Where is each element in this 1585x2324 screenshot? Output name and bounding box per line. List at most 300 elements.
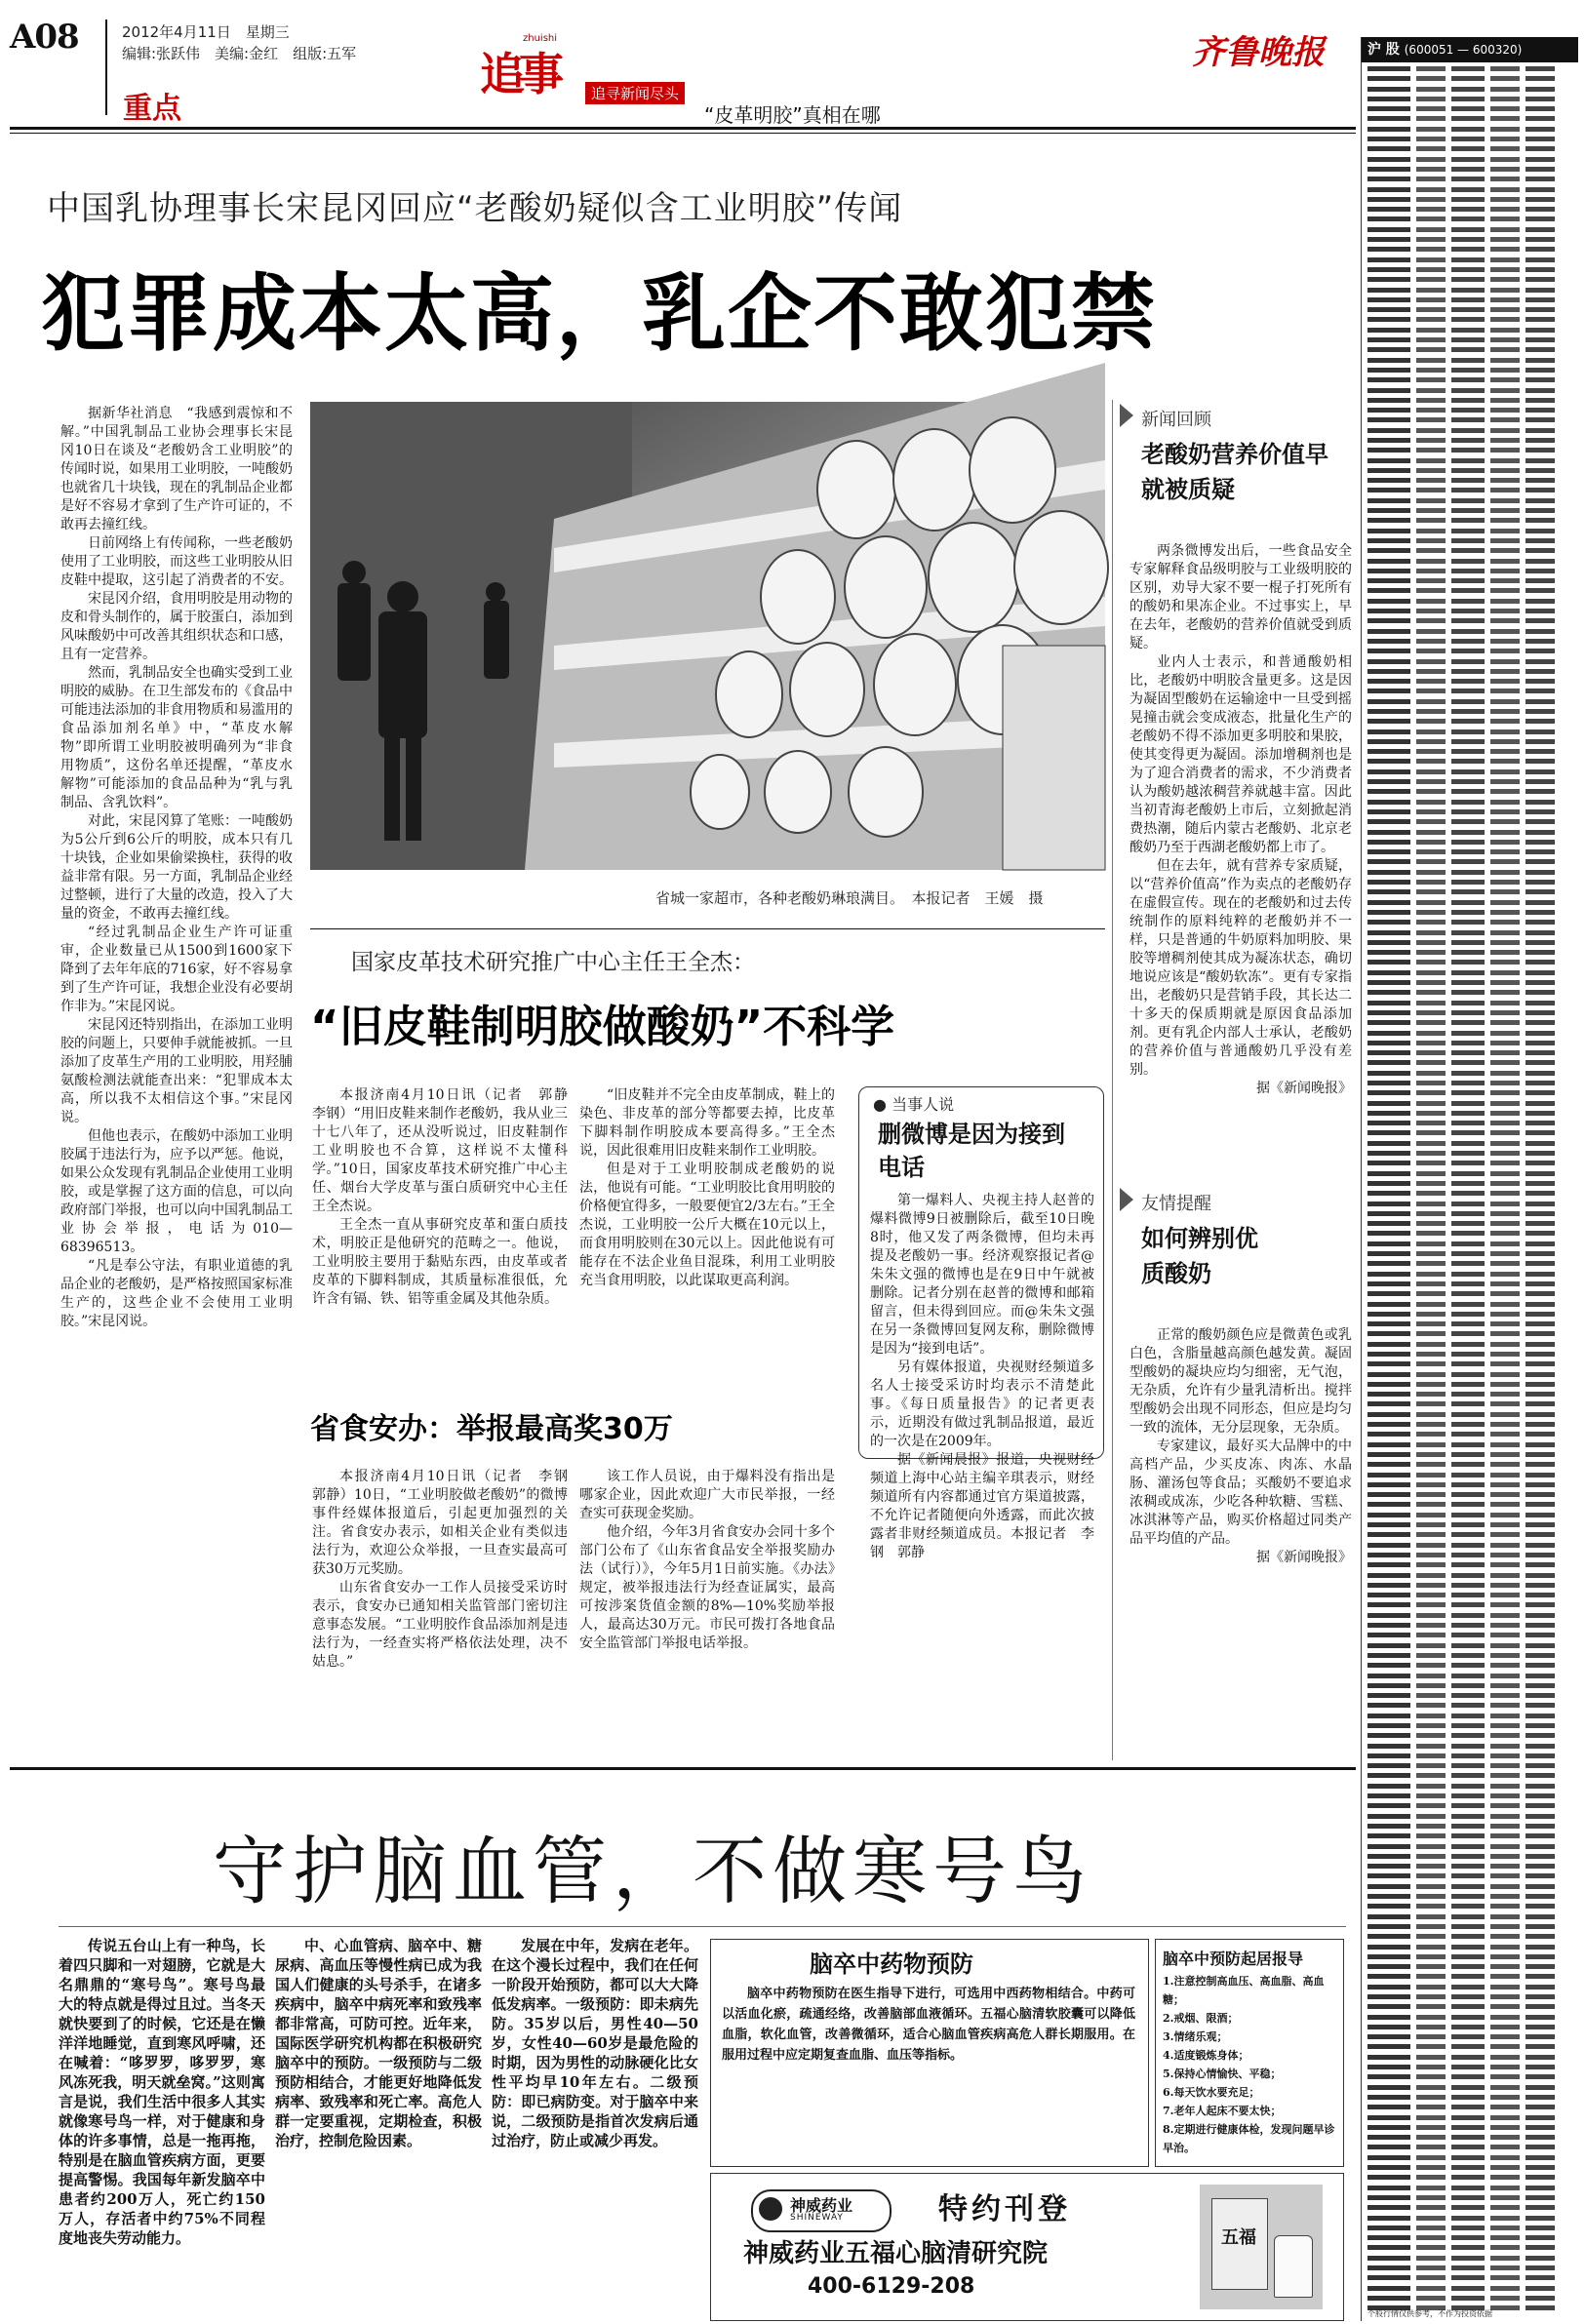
sidebar1-body: [1129, 542, 1352, 1157]
stock-row: [1367, 95, 1574, 104]
ad-box2-item: 1.注意控制高血压、高血脂、高血糖；: [1163, 1975, 1325, 2006]
ad-col1: 传说五台山上有一种鸟，长着四只脚和一对翅膀，它就是大名鼎鼎的“寒号鸟”。寒号鸟最大的特点就是得过且过。当冬天就快要到了的时候，它还是在懒洋洋地睡觉，直到寒风呼啸，还在喊着：“哆罗罗，哆罗罗，寒风冻死我，明天就垒窝。”这则寓言是说，我们生活中很多人其实就像寒号鸟一样，对于健康和身体的许多事情，总是一拖再拖，特别是在脑血管疾病方面，更要提高警惕。我国每年新发脑卒中患者约200万人，死亡约150万人，存活者中约75%不同程度地丧失劳动能力。: [59, 1937, 265, 2247]
stock-row: [1367, 1099, 1574, 1109]
stock-row: [1367, 1289, 1574, 1299]
stock-row: [1367, 2133, 1574, 2143]
story2-kicker: 国家皮革技术研究推广中心主任王全杰：: [351, 950, 755, 975]
stock-row: [1367, 74, 1574, 84]
ad-col2: 中、心血管病、脑卒中、糖尿病、高血压等慢性病已成为我国人们健康的头号杀手，在诸多疾病中，脑卒中病死率和致残率都非常高，可防可控。近年来，国际医学研究机构都在积极研究脑卒中的预防。一级预防与二级预防相结合，才能更好地降低发病率、致残率和死亡率。高危人群一定要重视，定期检查，积极治疗，控制危险因素。: [275, 1937, 482, 2149]
stock-row: [1367, 1200, 1574, 1209]
column-slogan: 追寻新闻尽头: [585, 82, 685, 104]
stock-row: [1367, 627, 1574, 637]
stock-row: [1367, 1088, 1574, 1098]
stock-row: [1367, 2203, 1574, 2213]
stock-row: [1367, 1039, 1574, 1048]
stock-table: [1362, 62, 1578, 2307]
stock-row: [1367, 205, 1574, 215]
stock-row: [1367, 597, 1574, 607]
stock-row: [1367, 1842, 1574, 1852]
stock-row: [1367, 2273, 1574, 2283]
stock-row: [1367, 1721, 1574, 1731]
stock-row: [1367, 85, 1574, 95]
ad-box2-item: 8.定期进行健康体检，发现问题早诊早治。: [1163, 2123, 1335, 2154]
sidebar2-paragraph: 专家建议，最好买大品牌中的中高档产品，少买皮冻、肉冻、水晶肠、灌汤包等食品；买酸奶不要追求浓稠或成冻，少吃各种软糖、雪糕、冰淇淋等产品，购买价格超过同类产品平均值的产品。: [1129, 1438, 1352, 1547]
main-paragraph: 宋昆冈还特别指出，在添加工业明胶的问题上，只要伸手就能被抓。一旦添加了皮革生产用的工业明胶，用羟脯氨酸检测法就能查出来：“犯罪成本太高，所以我不太相信这个事。”宋昆冈说。: [60, 1017, 293, 1125]
stock-row: [1367, 1069, 1574, 1079]
stock-row: [1367, 557, 1574, 567]
story4-kicker: [873, 1092, 954, 1115]
ad-box2-item: 2.戒烟、限酒；: [1163, 2012, 1239, 2025]
stock-row: [1367, 1410, 1574, 1420]
main-paragraph: 然而，乳制品安全也确实受到工业明胶的威胁。在卫生部发布的《食品中可能违法添加的非食用物质和易滥用的食品添加剂名单》中，“革皮水解物”即所谓工业明胶被明确列为“非食用物质”，这份名单还提醒，“革皮水解物”可能添加的食品品种为“乳与乳制品、含乳饮料”。: [60, 665, 293, 810]
stock-row: [1367, 1370, 1574, 1380]
stock-row: [1367, 1320, 1574, 1329]
stock-row: [1367, 1571, 1574, 1581]
stock-row: [1367, 536, 1574, 546]
sidebar2-paragraph: 正常的酸奶颜色应是微黄色或乳白色，含脂量越高颜色越发黄。凝固型酸奶的凝块应均匀细密，无气泡，无杂质，允许有少量乳清析出。搅拌型酸奶会出现不同形态，但应是均匀一致的流体，无分层现象，无杂质。: [1129, 1327, 1352, 1436]
stock-row: [1367, 185, 1574, 195]
stock-row: [1367, 256, 1574, 265]
stock-row: [1367, 798, 1574, 807]
stock-row: [1367, 375, 1574, 385]
stock-row: [1367, 1359, 1574, 1369]
stock-row: [1367, 1752, 1574, 1761]
main-kicker: 中国乳协理事长宋昆冈回应“老酸奶疑似含工业明胶”传闻: [47, 189, 903, 228]
stock-row: [1367, 1983, 1574, 1992]
stock-row: [1367, 1771, 1574, 1781]
stock-row: [1367, 1832, 1574, 1841]
stock-row: [1367, 1249, 1574, 1259]
stock-row: [1367, 1219, 1574, 1229]
stock-row: [1367, 1792, 1574, 1801]
stock-row: [1367, 114, 1574, 124]
ad-box2-item: 3.情绪乐观；: [1163, 2030, 1228, 2043]
stock-row: [1367, 1159, 1574, 1168]
story3-headline: 省食安办：举报最高奖30万: [310, 1412, 673, 1446]
stock-row: [1367, 938, 1574, 948]
section-label: 重点: [123, 92, 181, 126]
stock-row: [1367, 295, 1574, 305]
stock-row: [1367, 747, 1574, 757]
photo-caption: 省城一家超市，各种老酸奶琳琅满目。 本报记者 王媛 摄: [655, 889, 1044, 907]
stock-row: [1367, 2264, 1574, 2273]
stock-row: [1367, 466, 1574, 476]
ad-title: 特约刊登: [938, 2192, 1071, 2226]
story2-col1: [312, 1086, 581, 1398]
stock-row: [1367, 366, 1574, 375]
stock-row: [1367, 1560, 1574, 1570]
supermarket-photo-image: [310, 402, 1105, 870]
stock-row: [1367, 1712, 1574, 1721]
story4-paragraph: 据《新闻晨报》报道，央视财经频道上海中心站主编辛琪表示，财经频道所有内容都通过官方渠道披露，不允许记者随便向外透露，而此次披露者非财经频道成员。本报记者 李钢 郭静: [870, 1452, 1094, 1560]
stock-row: [1367, 516, 1574, 526]
stock-row: [1367, 527, 1574, 536]
stock-row: [1367, 506, 1574, 516]
stock-row: [1367, 1128, 1574, 1138]
story2-paragraph: 本报济南4月10日讯（记者 郭静 李钢）“用旧皮鞋来制作老酸奶，我从业三十七八年了，还从没听说过，旧皮鞋制作工业明胶也不合算，这样说不太懂科学。”10日，国家皮革技术研究推广中心主任、烟台大学皮革与蛋白质研究中心主任王全杰说。: [312, 1087, 581, 1214]
sidebar2-body: [1129, 1326, 1352, 1760]
stock-row: [1367, 717, 1574, 727]
stock-row: [1367, 1672, 1574, 1681]
column-logo: [476, 27, 574, 105]
stock-row: [1367, 2002, 1574, 2012]
stock-row: [1367, 1972, 1574, 1982]
stock-row: [1367, 2254, 1574, 2264]
stock-row: [1367, 1611, 1574, 1621]
stock-row: [1367, 1882, 1574, 1892]
stock-row: [1367, 104, 1574, 114]
stock-row: [1367, 1892, 1574, 1902]
stock-row: [1367, 1581, 1574, 1591]
stock-row: [1367, 2053, 1574, 2063]
stock-row: [1367, 657, 1574, 667]
story3-col2: [579, 1468, 835, 1760]
sidebar1-paragraph: 两条微博发出后，一些食品安全专家解释食品级明胶与工业级明胶的区别，劝导大家不要一棍子打死所有的酸奶和果冻企业。不过事实上，早在去年，老酸奶的营养价值就受到质疑。: [1129, 543, 1352, 651]
sidebar1-headline: 老酸奶营养价值早就被质疑: [1141, 441, 1328, 503]
stock-row: [1367, 1761, 1574, 1771]
stock-row: [1367, 125, 1574, 135]
stock-row: [1367, 1340, 1574, 1350]
column-logo-pinyin: zhuishi: [523, 33, 558, 44]
stock-panel-title: 沪 股: [1367, 42, 1400, 58]
stock-row: [1367, 476, 1574, 486]
stock-row: [1367, 1902, 1574, 1911]
stock-row: [1367, 737, 1574, 747]
stock-row: [1367, 1430, 1574, 1439]
stock-row: [1367, 1691, 1574, 1701]
stock-row: [1367, 707, 1574, 717]
stock-row: [1367, 1812, 1574, 1822]
stock-row: [1367, 436, 1574, 446]
stock-row: [1367, 1018, 1574, 1028]
stock-row: [1367, 868, 1574, 878]
stock-row: [1367, 1500, 1574, 1510]
stock-row: [1367, 1530, 1574, 1540]
story2-paragraph: “旧皮鞋并不完全由皮革制成，鞋上的染色、非皮革的部分等都要去掉，比皮革下脚料制作明胶成本要高得多。”王全杰说，因此很难用旧皮鞋来制作工业明胶。: [579, 1087, 835, 1159]
stock-row: [1367, 988, 1574, 998]
sidebar2-headline: 如何辨别优质酸奶: [1141, 1225, 1258, 1287]
story3-paragraph: 他介绍，今年3月省食安办会同十多个部门公布了《山东省食品安全举报奖励办法（试行）》，今年5月1日前实施。《办法》规定，被举报违法行为经查证属实，最高可按涉案货值金额的8%—10%奖励举报人，最高达30万元。市民可拨打各地食品安全监管部门举报电话举报。: [579, 1524, 835, 1651]
ad-box2-title: 脑卒中预防起居报导: [1163, 1950, 1304, 1968]
stock-row: [1367, 2093, 1574, 2103]
sidebar2-marker-icon: [1120, 1188, 1133, 1211]
stock-row: [1367, 999, 1574, 1008]
stock-row: [1367, 887, 1574, 897]
story2-paragraph: 但是对于工业明胶制成老酸奶的说法，他说有可能。“工业明胶比食用明胶的价格便宜得多，一般要便宜2/3左右。”王全杰说，工业明胶一公斤大概在10元以上，而食用明胶则在30元以上。因此他说有可能存在不法企业鱼目混珠，利用工业明胶充当食用明胶，以此谋取更高利润。: [579, 1162, 835, 1288]
stock-row: [1367, 1058, 1574, 1068]
stock-row: [1367, 2233, 1574, 2243]
stock-row: [1367, 1179, 1574, 1189]
stock-row: [1367, 586, 1574, 596]
stock-row: [1367, 928, 1574, 938]
stock-row: [1367, 275, 1574, 285]
stock-row: [1367, 415, 1574, 425]
product-bottle: [1274, 2235, 1313, 2298]
stock-row: [1367, 2083, 1574, 2093]
main-paragraph: 对此，宋昆冈算了笔账：一吨酸奶为5公斤到6公斤的明胶，成本只有几十块钱，企业如果偷梁换柱，获得的收益非常有限。另一方面，乳制品企业经过整顿，进行了大量的改造，投入了大量的资金，不敢再去撞红线。: [60, 813, 293, 922]
main-headline: 犯罪成本太高，乳企不敢犯禁: [41, 265, 1157, 363]
stock-row: [1367, 1701, 1574, 1711]
ad-col3: 发展在中年，发病在老年。在这个漫长过程中，我们在任何一阶段开始预防，都可以大大降低发病率。一级预防：即未病先防。35岁以后，男性40—50岁，女性40—60岁是最危险的时期，因为男性的动脉硬化比女性平均早10年左右。二级预防：即已病防变。对于脑卒中来说，二级预防是指首次发病后通过治疗，防止或减少再发。: [492, 1937, 698, 2149]
stock-row: [1367, 978, 1574, 988]
stock-row: [1367, 1350, 1574, 1359]
stock-row: [1367, 616, 1574, 626]
main-paragraph: “经过乳制品企业生产许可证重审，企业数量已从1500到1600家下降到了去年年底的716家，好不容易拿到了生产许可证，我想企业没有必要胡作非为。”宋昆冈说。: [60, 925, 293, 1014]
stock-row: [1367, 2072, 1574, 2082]
stock-row: [1367, 1471, 1574, 1480]
stock-row: [1367, 1119, 1574, 1128]
stock-row: [1367, 2113, 1574, 2123]
brand-logo-icon: [759, 2197, 782, 2221]
stock-row: [1367, 225, 1574, 235]
stock-row: [1367, 335, 1574, 345]
stock-row: [1367, 1782, 1574, 1792]
stock-row: [1367, 878, 1574, 887]
stock-row: [1367, 1932, 1574, 1942]
product-image: [1200, 2185, 1323, 2309]
stock-row: [1367, 2013, 1574, 2023]
stock-row: [1367, 647, 1574, 656]
ad-box2-item: 4.适度锻炼身体；: [1163, 2049, 1249, 2062]
stock-row: [1367, 1280, 1574, 1289]
stock-row: [1367, 1871, 1574, 1881]
stock-row: [1367, 496, 1574, 506]
stock-row: [1367, 787, 1574, 797]
stock-row: [1367, 2163, 1574, 2173]
ad-headline: 守护脑血管，不做寒号鸟: [213, 1828, 1092, 1914]
stock-row: [1367, 1600, 1574, 1610]
stock-row: [1367, 1189, 1574, 1199]
story3-paragraph: 本报济南4月10日讯（记者 李钢 郭静）10日，“工业明胶做老酸奶”的微博事件经媒体报道后，引起更加强烈的关注。省食安办表示，如相关企业有类似违法行为，欢迎公众举报，一旦查实最高可获30万元奖励。: [312, 1469, 581, 1577]
sidebar1-source: 据《新闻晚报》: [1256, 1081, 1352, 1096]
stock-row: [1367, 1490, 1574, 1500]
stock-row: [1367, 1450, 1574, 1460]
stock-row: [1367, 768, 1574, 777]
stock-row: [1367, 486, 1574, 495]
stock-row: [1367, 1048, 1574, 1058]
main-paragraph: “凡是奉公守法，有职业道德的乳品企业的老酸奶，是严格按照国家标准生产的，这些企业不会使用工业明胶。”宋昆冈说。: [60, 1258, 293, 1329]
stock-row: [1367, 446, 1574, 455]
stock-row: [1367, 1952, 1574, 1962]
story3-col1: [312, 1468, 581, 1760]
story2-headline: “旧皮鞋制明胶做酸奶”不科学: [310, 1001, 895, 1052]
sponsor-phone: 400-6129-208: [808, 2274, 975, 2299]
stock-row: [1367, 1992, 1574, 2002]
stock-row: [1367, 1801, 1574, 1811]
main-paragraph: 据新华社消息 “我感到震惊和不解。”中国乳制品工业协会理事长宋昆冈10日在谈及“老酸奶含工业明胶”的传闻时说，如果用工业明胶，一吨酸奶也就省几十块钱，现在的乳制品企业都是好不容易才拿到了生产许可证的，不敢再去撞红线。: [60, 406, 293, 532]
story4-paragraph: 第一爆料人、央视主持人赵普的爆料微博9日被删除后，截至10日晚8时，他又发了两条微博，但均未再提及老酸奶一事。经济观察报记者@朱朱文强的微博也是在9日中午就被删除。记者分别在赵普的微博和邮箱留言，但未得到回应。而@朱朱文强在另一条微博回复网友称，删除微博是因为“接到电话”。: [870, 1193, 1094, 1357]
stock-row: [1367, 356, 1574, 366]
stock-row: [1367, 265, 1574, 275]
stock-row: [1367, 2153, 1574, 2163]
stock-row: [1367, 1440, 1574, 1450]
main-story-body: [60, 405, 293, 1760]
institute-name: 神威药业五福心脑清研究院: [743, 2239, 1049, 2268]
stock-row: [1367, 1541, 1574, 1551]
stock-row: [1367, 2063, 1574, 2072]
stock-row: [1367, 1661, 1574, 1671]
sidebar1-paragraph: 业内人士表示，和普通酸奶相比，老酸奶中明胶含量更多。这是因为凝固型酸奶在运输途中一旦受到摇晃撞击就会变成液态，批量化生产的老酸奶不得不添加更多明胶和果胶，使其变得更为凝固。添加增稠剂也是为了迎合消费者的需求，不少消费者认为酸奶越浓稠营养就越丰富。因此当初青海老酸奶上市后，立刻掀起消费热潮，随后内蒙古老酸奶、北京老酸奶乃至于西湖老酸奶都上市了。: [1129, 654, 1352, 855]
story2-col2: [579, 1086, 835, 1398]
column-logo-text: 追事: [480, 48, 558, 100]
stock-row: [1367, 1731, 1574, 1741]
stock-row: [1367, 1480, 1574, 1490]
stock-row: [1367, 1460, 1574, 1470]
stock-row: [1367, 1962, 1574, 1972]
stock-row: [1367, 135, 1574, 144]
stock-row: [1367, 345, 1574, 355]
product-label: 五福: [1221, 2227, 1256, 2248]
stock-row: [1367, 406, 1574, 415]
stock-panel: [1361, 37, 1578, 2321]
ad-box2-list: [1163, 1972, 1336, 2157]
stock-row: [1367, 1551, 1574, 1560]
date-line: 2012年4月11日 星期三: [122, 23, 290, 41]
stock-row: [1367, 757, 1574, 767]
stock-row: [1367, 1912, 1574, 1922]
stock-row: [1367, 305, 1574, 315]
stock-row: [1367, 165, 1574, 175]
stock-row: [1367, 817, 1574, 827]
page-number: A08: [10, 18, 79, 57]
stock-row: [1367, 807, 1574, 817]
stock-row: [1367, 958, 1574, 967]
stock-row: [1367, 1681, 1574, 1691]
stock-panel-footer: 个股行情仅供参考，不作为投资依据: [1367, 2309, 1492, 2318]
story3-paragraph: 该工作人员说，由于爆料没有指出是哪家企业，因此欢迎广大市民举报，一经查实可获现金奖励。: [579, 1469, 835, 1521]
stock-row: [1367, 1380, 1574, 1390]
stock-row: [1367, 64, 1574, 74]
sidebar1-marker-icon: [1120, 404, 1133, 427]
stock-row: [1367, 1390, 1574, 1399]
stock-row: [1367, 1240, 1574, 1249]
stock-row: [1367, 1591, 1574, 1600]
stock-row: [1367, 235, 1574, 245]
stock-row: [1367, 286, 1574, 295]
story4-headline: 删微博是因为接到电话: [878, 1121, 1065, 1181]
stock-row: [1367, 1259, 1574, 1269]
stock-row: [1367, 215, 1574, 224]
stock-row: [1367, 838, 1574, 847]
sidebar2-kicker: 友情提醒: [1141, 1194, 1211, 1214]
stock-row: [1367, 1852, 1574, 1862]
stock-row: [1367, 1270, 1574, 1280]
stock-row: [1367, 386, 1574, 396]
stock-row: [1367, 1399, 1574, 1409]
stock-row: [1367, 2184, 1574, 2193]
stock-row: [1367, 1520, 1574, 1530]
brand-name: 神威药业: [790, 2196, 853, 2215]
editors-line: 编辑:张跃伟 美编:金红 组版:五军: [122, 45, 357, 62]
stock-row: [1367, 2224, 1574, 2233]
stock-row: [1367, 777, 1574, 787]
stock-row: [1367, 144, 1574, 154]
story4-body: [870, 1192, 1094, 1759]
stock-row: [1367, 1109, 1574, 1119]
stock-row: [1367, 948, 1574, 958]
stock-row: [1367, 1621, 1574, 1631]
stock-row: [1367, 1943, 1574, 1952]
stock-row: [1367, 426, 1574, 436]
newspaper-logo: 齐鲁晚报: [1192, 33, 1325, 72]
stock-panel-index: (600051 — 600320): [1404, 43, 1523, 57]
stock-row: [1367, 2243, 1574, 2253]
stock-row: [1367, 315, 1574, 325]
stock-row: [1367, 1149, 1574, 1159]
ad-box2-item: 5.保持心情愉快、平稳；: [1163, 2068, 1282, 2080]
stock-row: [1367, 175, 1574, 184]
stock-row: [1367, 1329, 1574, 1339]
stock-row: [1367, 396, 1574, 406]
main-paragraph: 日前网络上有传闻称，一些老酸奶使用了工业明胶，而这些工业明胶从旧皮鞋中提取，这引起了消费者的不安。: [60, 535, 293, 588]
sidebar2-source: 据《新闻晚报》: [1256, 1550, 1352, 1565]
stock-row: [1367, 576, 1574, 586]
brand-logo: [751, 2189, 892, 2232]
stock-row: [1367, 637, 1574, 647]
stock-row: [1367, 687, 1574, 696]
story4-kicker-icon: ●: [873, 1095, 887, 1114]
stock-row: [1367, 1651, 1574, 1661]
ad-box1-title: 脑卒中药物预防: [810, 1950, 973, 1978]
stock-row: [1367, 2173, 1574, 2183]
stock-row: [1367, 2193, 1574, 2203]
stock-row: [1367, 326, 1574, 335]
stock-row: [1367, 155, 1574, 165]
stock-row: [1367, 677, 1574, 687]
stock-row: [1367, 546, 1574, 556]
stock-row: [1367, 1300, 1574, 1310]
stock-row: [1367, 667, 1574, 677]
story4-paragraph: 另有媒体报道，央视财经频道多名人士接受采访时均表示不清楚此事。《每日质量报告》的记者更表示，近期没有做过乳制品报道，最近的一次是在2009年。: [870, 1359, 1094, 1449]
stock-row: [1367, 898, 1574, 908]
ad-box2-item: 7.老年人起床不要太快；: [1163, 2105, 1282, 2117]
sidebar1-paragraph: 但在去年，就有营养专家质疑，以“营养价值高”作为卖点的老酸奶存在虚假宣传。现在的老酸奶和过去传统制作的原料纯粹的老酸奶并不一样，只是普通的牛奶原料加明胶、果胶等增稠剂使其成为凝冻状态，确切地说应该是“酸奶软冻”。更有专家指出，老酸奶只是营销手段，其长达二十多天的保质期就是原因食品添加剂。更有乳企内部人士承认，老酸奶的营养价值与普通酸奶几乎没有差别。: [1129, 858, 1352, 1078]
stock-row: [1367, 728, 1574, 737]
stock-row: [1367, 1641, 1574, 1651]
main-paragraph: 宋昆冈介绍，食用明胶是用动物的皮和骨头制作的，属于胶蛋白，添加到风味酸奶中可改善其组织状态和口感，且有一定营养。: [60, 591, 293, 662]
stock-row: [1367, 1420, 1574, 1430]
stock-row: [1367, 2023, 1574, 2032]
stock-row: [1367, 1029, 1574, 1039]
stock-row: [1367, 908, 1574, 918]
stock-row: [1367, 2042, 1574, 2052]
stock-row: [1367, 697, 1574, 707]
stock-row: [1367, 968, 1574, 978]
stock-row: [1367, 245, 1574, 255]
stock-row: [1367, 1742, 1574, 1752]
stock-row: [1367, 2103, 1574, 2112]
stock-row: [1367, 2032, 1574, 2042]
stock-row: [1367, 2123, 1574, 2133]
stock-row: [1367, 1862, 1574, 1871]
stock-row: [1367, 1511, 1574, 1520]
stock-row: [1367, 195, 1574, 205]
stock-row: [1367, 1008, 1574, 1018]
ad-box1-text: 脑卒中药物预防在医生指导下进行，可选用中西药物相结合。中药可以活血化瘀，疏通经络，改善脑部血液循环。五福心脑清软胶囊可以降低血脂，软化血管，改善微循环，适合心脑血管疾病高危人群长期服用。在服用过程中应定期复查血脂、血压等指标。: [722, 1987, 1135, 2063]
stock-row: [1367, 607, 1574, 616]
stock-row: [1367, 2294, 1574, 2304]
stock-row: [1367, 1631, 1574, 1640]
stock-row: [1367, 1310, 1574, 1320]
stock-row: [1367, 1169, 1574, 1179]
stock-row: [1367, 1079, 1574, 1088]
stock-row: [1367, 1822, 1574, 1832]
stock-row: [1367, 857, 1574, 867]
stock-row: [1367, 2284, 1574, 2294]
stock-row: [1367, 1922, 1574, 1932]
stock-row: [1367, 1139, 1574, 1149]
main-paragraph: 但他也表示，在酸奶中添加工业明胶属于违法行为，应予以严惩。他说，如果公众发现有乳制品企业使用工业明胶，或是掌握了这方面的信息，可以向政府部门举报，也可以向中国乳制品工业协会举报，电话为010—68396513。: [60, 1128, 293, 1255]
